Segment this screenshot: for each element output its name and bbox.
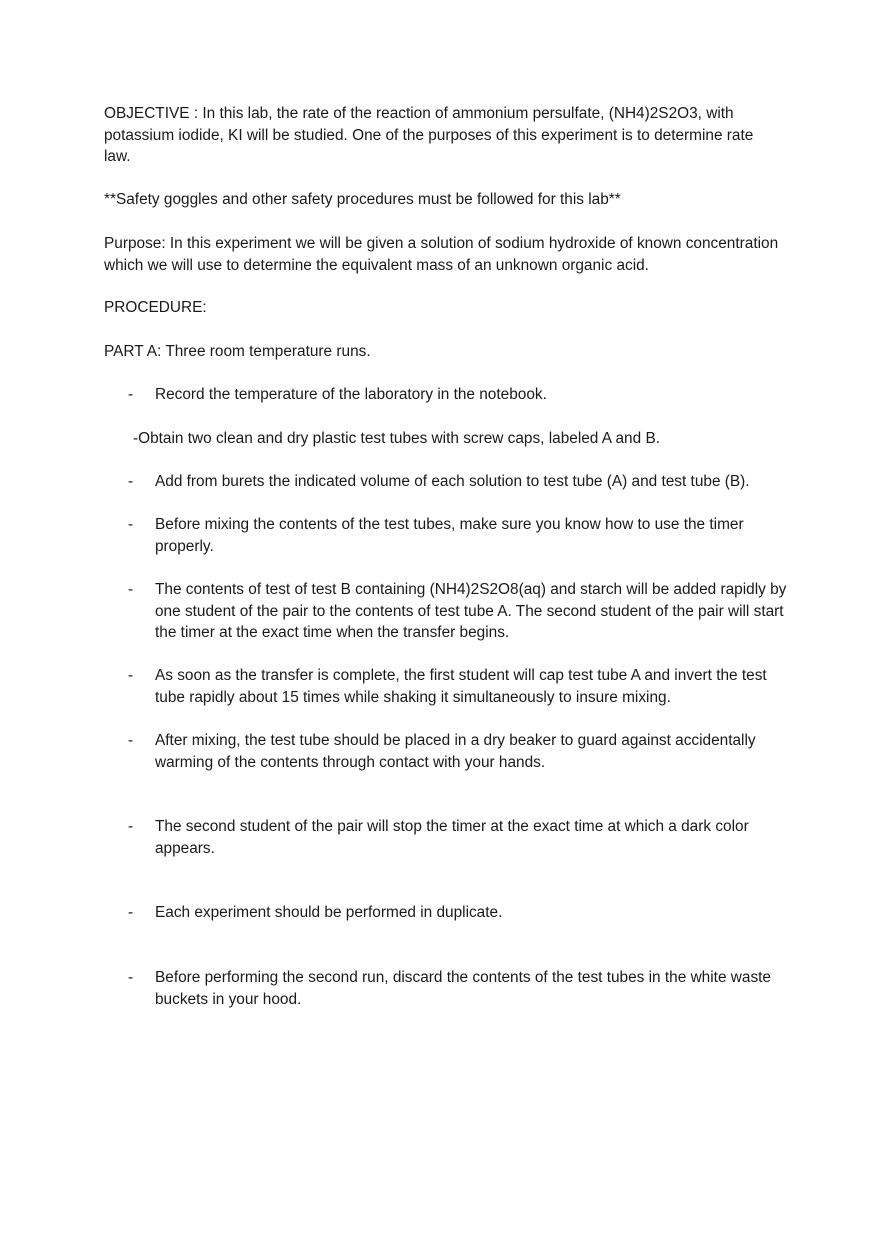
step-text: As soon as the transfer is complete, the first student will cap test tube A and invert the test tube rapidly about 15 times while shaking it simultaneously to insure mixing. [155,667,767,706]
bullet-dash: - [128,904,134,921]
list-item [133,428,793,450]
bullet-dash: - [128,667,134,684]
procedure-heading: PROCEDURE: [104,299,207,316]
objective-paragraph: OBJECTIVE : In this lab, the rate of the reaction of ammonium persulfate, (NH4)2S2O3, with potassium iodide, KI will be studied. One of the purposes of this experiment is to determine rate law. [104,105,754,166]
purpose-paragraph: Purpose: In this experiment we will be given a solution of sodium hydroxide of known concentration which we will use to determine the equivalent mass of an unknown organic acid. [104,235,779,274]
bullet-dash: - [128,473,134,490]
part-a-heading: PART A: Three room temperature runs. [104,343,371,360]
bullet-dash: - [128,732,134,749]
step-text: -Obtain two clean and dry plastic test tubes with screw caps, labeled A and B. [133,430,660,447]
step-text: Add from burets the indicated volume of each solution to test tube (A) and test tube (B). [155,473,750,490]
bullet-dash: - [128,969,134,986]
step-text: The contents of test of test B containing (NH4)2S2O8(aq) and starch will be added rapidly by one student of the pair to the contents of test tube A. The second student of the pair will start the timer at the exact time when the transfer begins. [155,581,787,642]
step-text: The second student of the pair will stop the timer at the exact time at which a dark color appears. [155,818,749,857]
bullet-dash: - [128,386,134,403]
step-text: Before mixing the contents of the test tubes, make sure you know how to use the timer properly. [155,516,744,555]
bullet-dash: - [128,516,134,533]
step-text: Record the temperature of the laboratory in the notebook. [155,386,547,403]
bullet-dash: - [128,818,134,835]
bullet-dash: - [128,581,134,598]
step-text: After mixing, the test tube should be placed in a dry beaker to guard against accidentally warming of the contents through contact with your hands. [155,732,756,771]
step-text: Each experiment should be performed in duplicate. [155,904,503,921]
safety-note: **Safety goggles and other safety procedures must be followed for this lab** [104,191,621,208]
step-text: Before performing the second run, discard the contents of the test tubes in the white waste buckets in your hood. [155,969,771,1008]
